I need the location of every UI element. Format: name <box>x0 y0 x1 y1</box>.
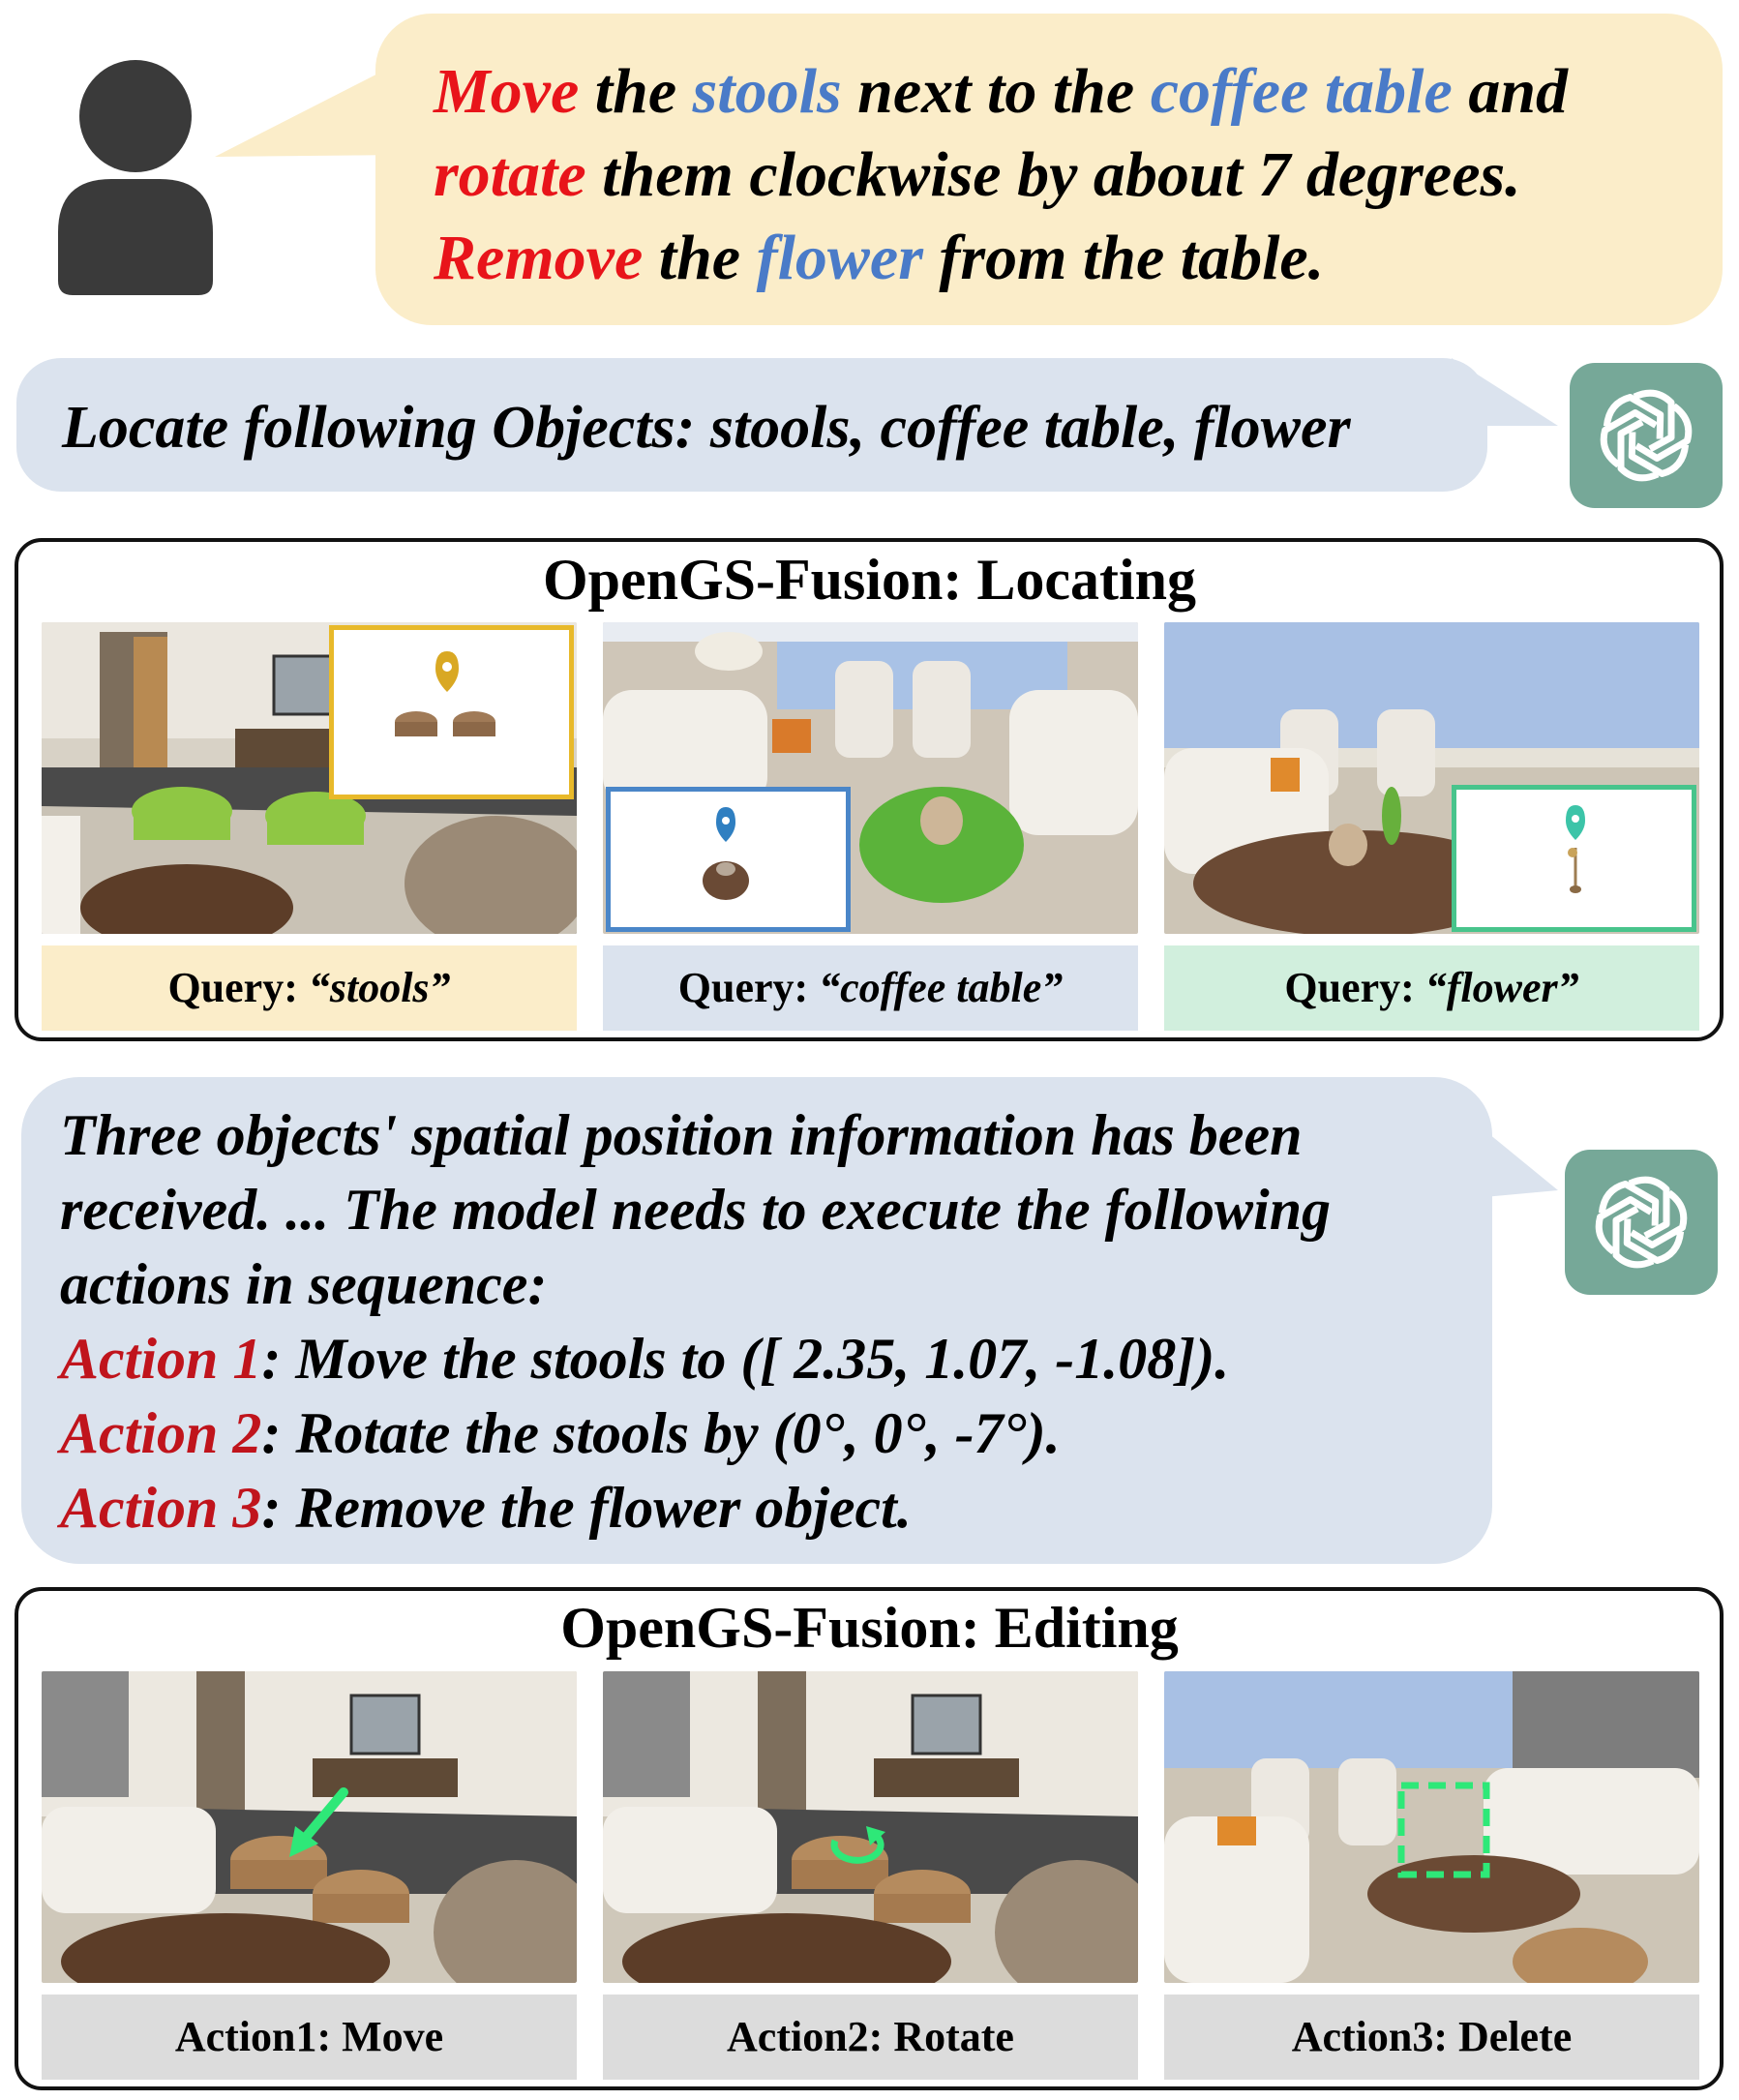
object-coffee-table: coffee table <box>1150 56 1453 127</box>
action-caption-delete: Action3: Delete <box>1164 1995 1699 2080</box>
query-caption-coffee-table: Query: “coffee table” <box>603 945 1138 1031</box>
chatgpt-logo-icon <box>1565 1150 1718 1295</box>
editing-panel-title: OpenGS-Fusion: Editing <box>560 1596 1179 1660</box>
verb-remove: Remove <box>434 223 644 293</box>
edit-scene-move <box>42 1671 577 1983</box>
object-flower: flower <box>756 223 923 293</box>
query-caption-flower: Query: “flower” <box>1164 945 1699 1031</box>
verb-rotate: rotate <box>434 139 586 210</box>
edit-scene-delete <box>1164 1671 1699 1983</box>
action-caption-move: Action1: Move <box>42 1995 577 2080</box>
action-line-2: Action 2: Rotate the stools by (0°, 0°, -7°). <box>60 1401 1061 1465</box>
action-label: Action 3 <box>60 1476 262 1540</box>
scene-image-flower <box>1164 622 1699 934</box>
action-line-1: Action 1: Move the stools to ([ 2.35, 1.07, -1.08]). <box>60 1327 1230 1391</box>
action-label: Action 1 <box>60 1327 262 1391</box>
plan-message <box>60 1098 1473 1545</box>
action-caption-rotate: Action2: Rotate <box>603 1995 1138 2080</box>
verb-move: Move <box>434 56 580 127</box>
scene-image-stools <box>42 622 577 934</box>
user-request-text: Move the stools next to the coffee table and rotate them clockwise by about 7 degrees. Remove the flower from the table. <box>434 56 1569 293</box>
scene-image-coffee-table <box>603 622 1138 934</box>
chatgpt-logo-icon <box>1570 363 1723 508</box>
locating-panel-title: OpenGS-Fusion: Locating <box>542 548 1197 612</box>
locate-message: Locate following Objects: stools, coffee table, flower <box>62 395 1351 461</box>
flower-inset-preview <box>1452 785 1696 932</box>
user-avatar-icon <box>48 58 223 300</box>
coffee-table-inset-preview <box>606 787 851 932</box>
plan-intro: Three objects' spatial position information has been received. ... The model needs to execute the following actions in sequence: <box>60 1103 1332 1316</box>
edit-scene-rotate <box>603 1671 1138 1983</box>
query-caption-stools: Query: “stools” <box>42 945 577 1031</box>
action-label: Action 2 <box>60 1401 262 1465</box>
action-line-3: Action 3: Remove the flower object. <box>60 1476 912 1540</box>
object-stools: stools <box>692 56 842 127</box>
stools-inset-preview <box>329 625 574 799</box>
